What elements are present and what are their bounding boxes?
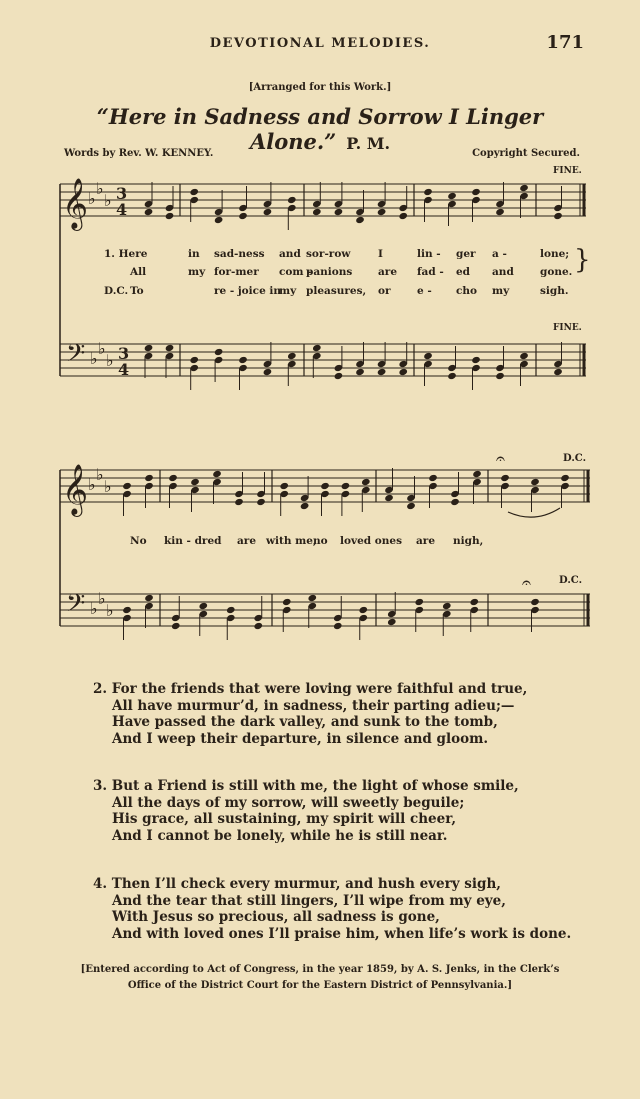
- system2-treble-notehead: [384, 494, 394, 502]
- system1-treble-notehead: [238, 212, 248, 220]
- system1-bass-notehead: [398, 368, 408, 376]
- system1-treble-notehead: [398, 212, 408, 220]
- system1-treble-notehead: [214, 216, 224, 224]
- lyric-syllable: a -: [492, 248, 507, 260]
- lyric-syllable: gone.: [540, 266, 573, 278]
- copyright-note: Copyright Secured.: [472, 148, 580, 159]
- lyric-syllable: are: [378, 266, 398, 278]
- fine-label-treble: FINE.: [553, 166, 582, 176]
- system2-bass-notehead: [122, 606, 132, 614]
- system2-treble-notehead: [190, 478, 200, 486]
- lyric-syllable: my: [188, 266, 206, 278]
- lyric-syllable: D.C.: [104, 285, 129, 297]
- system1-treble-notehead: [334, 208, 344, 216]
- lyric-syllable: my: [492, 285, 510, 297]
- lyric-syllable: sigh.: [540, 285, 569, 297]
- system2-treble-notehead: [361, 478, 371, 486]
- verse-2: [93, 681, 527, 747]
- lyric-syllable: and: [492, 266, 514, 278]
- system1-bass-notehead: [377, 368, 387, 376]
- lyric-syllable: lin -: [417, 248, 441, 260]
- system2-bass-notehead: [333, 622, 343, 630]
- system2-bass-notehead: [198, 602, 208, 610]
- slur: [508, 508, 560, 517]
- verse-4: [93, 876, 571, 942]
- bass-clef-icon: 𝄢: [66, 589, 86, 624]
- verse-line: All have murmur’d, in sadness, their parting adieu;—: [112, 697, 515, 714]
- system2-bass-notehead: [282, 598, 292, 606]
- lyric-syllable: lone;: [540, 248, 570, 260]
- verse-line: His grace, all sustaining, my spirit will cheer,: [112, 811, 457, 827]
- running-title: DEVOTIONAL MELODIES.: [209, 36, 431, 51]
- key-signature-flat-icon: ♭: [106, 601, 114, 620]
- system2-bass-notehead: [442, 602, 452, 610]
- key-signature-flat-icon: ♭: [98, 339, 106, 358]
- verse-line: And the tear that still lingers, I’ll wipe from my eye,: [112, 892, 506, 909]
- system1-bass-notehead: [519, 352, 529, 360]
- copyright-footer: [0, 962, 640, 994]
- key-signature-flat-icon: ♭: [88, 189, 96, 208]
- system2-treble-notehead: [300, 502, 310, 510]
- system2-bass-notehead: [469, 598, 479, 606]
- lyric-syllable: no: [313, 535, 328, 547]
- verse-line: And I weep their departure, in silence and gloom.: [112, 730, 489, 747]
- lyric-syllable: e -: [417, 285, 432, 297]
- treble-clef-icon: 𝄞: [62, 178, 89, 229]
- verse-line: And I cannot be lonely, while he is still near.: [112, 827, 448, 844]
- system1-treble-notehead: [189, 188, 199, 196]
- key-signature-flat-icon: ♭: [98, 589, 106, 608]
- system1-bass-notehead: [287, 352, 297, 360]
- lyric-syllable: I: [378, 248, 383, 260]
- lyric-syllable: pleasures,: [306, 285, 367, 297]
- system1-treble-notehead: [377, 208, 387, 216]
- system2-treble-notehead: [320, 482, 330, 490]
- lyric-syllable: ed: [456, 266, 471, 278]
- system2-treble-notehead: [341, 482, 351, 490]
- lyric-syllable: are: [416, 535, 436, 547]
- system2-treble-notehead: [212, 470, 222, 478]
- system1-treble-notehead: [165, 212, 175, 220]
- lyric-syllable: fad -: [417, 266, 444, 278]
- system2-treble-notehead: [279, 482, 289, 490]
- lyric-syllable: com -: [279, 266, 312, 278]
- time-signature: 4: [118, 360, 130, 379]
- key-signature-flat-icon: ♭: [104, 191, 112, 210]
- fermata-icon: 𝄐: [496, 449, 505, 468]
- key-signature-flat-icon: ♭: [88, 475, 96, 494]
- lyric-syllable: in: [188, 248, 200, 260]
- system1-treble-notehead: [471, 188, 481, 196]
- system1-treble-notehead: [553, 212, 563, 220]
- system1-bass-notehead: [471, 356, 481, 364]
- system2-bass-notehead: [530, 598, 540, 606]
- time-signature: 3: [118, 344, 130, 363]
- verse-line: Have passed the dark valley, and sunk to the tomb,: [112, 714, 498, 730]
- key-signature-flat-icon: ♭: [96, 465, 104, 484]
- system2-bass-notehead: [358, 606, 368, 614]
- system1-bass-notehead: [214, 348, 224, 356]
- lyric-syllable: 1. Here: [104, 248, 148, 260]
- lyric-syllable: sad-ness: [214, 248, 265, 260]
- system2-bass-notehead: [253, 622, 263, 630]
- system1-bass-notehead: [447, 372, 457, 380]
- words-credit: Words by Rev. W. KENNEY.: [64, 148, 214, 159]
- arranged-note: [Arranged for this Work.]: [248, 82, 392, 93]
- system1-bass-notehead: [334, 372, 344, 380]
- brace-icon: }: [574, 245, 591, 275]
- system2-treble-notehead: [256, 498, 266, 506]
- verse-line: All the days of my sorrow, will sweetly beguile;: [112, 794, 465, 811]
- key-signature-flat-icon: ♭: [90, 349, 98, 368]
- system2-treble-notehead: [428, 474, 438, 482]
- system1-treble-notehead: [287, 196, 297, 204]
- lyric-syllable: or: [378, 285, 391, 297]
- lyric-syllable: panions: [306, 266, 353, 278]
- system2-treble-notehead: [472, 470, 482, 478]
- system1-treble-notehead: [447, 192, 457, 200]
- system2-treble-notehead: [560, 474, 570, 482]
- system1-bass-notehead: [312, 344, 322, 352]
- lyric-syllable: and: [279, 248, 301, 260]
- system1-treble-notehead: [423, 188, 433, 196]
- system2-bass-notehead: [387, 618, 397, 626]
- lyric-syllable: nigh,: [453, 535, 484, 547]
- key-signature-flat-icon: ♭: [90, 599, 98, 618]
- system2-treble-notehead: [406, 502, 416, 510]
- bass-clef-icon: 𝄢: [66, 339, 86, 374]
- system1-bass-notehead: [263, 368, 273, 376]
- lyric-syllable: re - joice in: [214, 285, 282, 297]
- footer-line-1: [Entered according to Act of Congress, in the year 1859, by A. S. Jenks, in the Clerk’s: [80, 964, 560, 975]
- system2-treble-notehead: [168, 474, 178, 482]
- fine-label-bass: FINE.: [553, 323, 582, 333]
- verse-line: And with loved ones I’ll praise him, when life’s work is done.: [112, 925, 572, 942]
- footer-line-2: Office of the District Court for the Eastern District of Pennsylvania.]: [127, 980, 513, 991]
- system2-treble-notehead: [234, 498, 244, 506]
- system1-treble-notehead: [355, 216, 365, 224]
- key-signature-flat-icon: ♭: [96, 179, 104, 198]
- dc-label-bass: D.C.: [559, 575, 583, 586]
- fermata-icon: 𝄐: [522, 573, 531, 592]
- system1-treble-notehead: [144, 208, 154, 216]
- system1-bass-notehead: [189, 356, 199, 364]
- key-signature-flat-icon: ♭: [106, 351, 114, 370]
- treble-clef-icon: 𝄞: [62, 464, 89, 515]
- time-signature: 3: [116, 184, 128, 203]
- system1-bass-notehead: [495, 372, 505, 380]
- system1-bass-notehead: [165, 344, 175, 352]
- lyric-syllable: with me,: [266, 535, 317, 547]
- system1-bass-notehead: [238, 356, 248, 364]
- system1-bass-notehead: [553, 368, 563, 376]
- system2-treble-notehead: [500, 474, 510, 482]
- lyric-syllable: cho: [456, 285, 478, 297]
- lyric-syllable: for-mer: [214, 266, 259, 278]
- verse-line: 2. For the friends that were loving were faithful and true,: [93, 681, 528, 697]
- verse-line: With Jesus so precious, all sadness is gone,: [112, 909, 440, 925]
- system2-bass-notehead: [144, 594, 154, 602]
- system1-treble-notehead: [519, 184, 529, 192]
- page-number: 171: [546, 32, 584, 53]
- lyric-syllable: are: [237, 535, 257, 547]
- lyric-syllable: ger: [456, 248, 476, 260]
- hymn-title-text: “Here in Sadness and Sorrow I Linger Alone.”: [96, 104, 544, 154]
- system2-treble-notehead: [144, 474, 154, 482]
- system2-treble-notehead: [122, 482, 132, 490]
- system1-treble-notehead: [312, 208, 322, 216]
- system1-bass-notehead: [355, 368, 365, 376]
- lyric-syllable: To: [130, 285, 144, 297]
- system2-treble-notehead: [450, 498, 460, 506]
- system1-bass-notehead: [423, 352, 433, 360]
- lyric-syllable: sor-row: [306, 248, 351, 260]
- system1-treble-notehead: [263, 208, 273, 216]
- verse-3: [93, 778, 519, 844]
- system2-bass-notehead: [414, 598, 424, 606]
- system2-bass-notehead: [307, 594, 317, 602]
- dc-label-treble: D.C.: [563, 453, 587, 464]
- lyric-syllable: kin - dred: [164, 535, 222, 547]
- lyric-syllable: loved ones: [340, 535, 403, 547]
- time-signature: 4: [116, 200, 128, 219]
- hymn-meter: P. M.: [346, 134, 391, 153]
- system2-bass-notehead: [171, 622, 181, 630]
- system1-bass-notehead: [144, 344, 154, 352]
- key-signature-flat-icon: ♭: [104, 477, 112, 496]
- lyric-syllable: my: [279, 285, 297, 297]
- system1-treble-notehead: [495, 208, 505, 216]
- verse-line: 4. Then I’ll check every murmur, and hush every sigh,: [93, 876, 501, 892]
- system2-treble-notehead: [530, 478, 540, 486]
- verse-line: 3. But a Friend is still with me, the light of whose smile,: [93, 778, 519, 794]
- lyric-syllable: No: [130, 535, 147, 547]
- lyric-syllable: All: [130, 266, 147, 278]
- system2-bass-notehead: [226, 606, 236, 614]
